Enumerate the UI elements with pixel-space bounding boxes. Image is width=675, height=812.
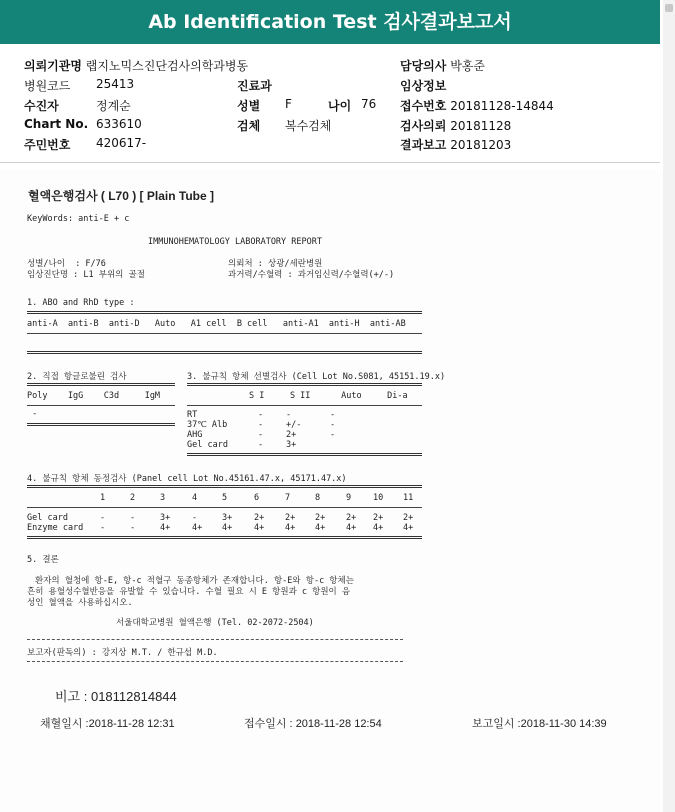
section3-cell: - bbox=[258, 420, 264, 430]
section3-cell: - bbox=[330, 410, 336, 420]
section2-title: 2. 직접 항글로불린 검사 bbox=[27, 372, 127, 382]
reporter-bottom-rule bbox=[27, 661, 403, 662]
diagnosis-line: 임상진단명 : L1 부위의 골절 bbox=[27, 270, 145, 280]
section4-cell: 2+ bbox=[315, 513, 326, 523]
section1-top-rule bbox=[27, 311, 422, 314]
receipt-datetime: 접수일시 : 2018-11-28 12:54 bbox=[244, 718, 382, 730]
reporter-line: 보고자(판독의) : 강지상 M.T. / 한규섭 M.D. bbox=[27, 648, 218, 658]
section3-cell: - bbox=[330, 420, 336, 430]
section3-mid-rule bbox=[187, 405, 422, 406]
sex-label: 성별 bbox=[237, 99, 261, 113]
section4-cell: - bbox=[130, 513, 136, 523]
section3-cell: - bbox=[258, 410, 264, 420]
section4-row-label: Gel card bbox=[27, 513, 68, 523]
section4-title: 4. 불규칙 항체 동정검사 (Panel cell Lot No.45161.47.x, 45171.47.x) bbox=[27, 474, 347, 484]
section3-cell: 3+ bbox=[286, 440, 297, 450]
section4-cell: 4+ bbox=[222, 523, 233, 533]
section4-cell: 3+ bbox=[222, 513, 233, 523]
age-label: 나이 bbox=[328, 99, 352, 113]
history-line: 과거력/수혈력 : 과거임신력/수혈력(+/-) bbox=[228, 270, 395, 280]
section1-mid-rule bbox=[27, 333, 422, 334]
section4-column-header: 11 bbox=[403, 493, 414, 503]
report-heading: 혈액은행검사 ( L70 ) [ Plain Tube ] bbox=[28, 189, 215, 203]
section2-bottom-rule bbox=[27, 423, 175, 426]
section4-column-header: 4 bbox=[192, 493, 198, 503]
section4-cell: 4+ bbox=[346, 523, 357, 533]
section1-bottom-rule bbox=[27, 351, 422, 354]
section4-row-label: Enzyme card bbox=[27, 523, 84, 533]
section3-cell: - bbox=[330, 430, 336, 440]
section3-row-label: 37℃ Alb bbox=[187, 420, 228, 430]
report-title: Ab Identification Test 검사결과보고서 bbox=[148, 11, 512, 33]
conclusion-line-2: 흔히 용혈성수혈반응을 유발할 수 있습니다. 수혈 필요 시 E 항원과 c 항원이 음 bbox=[27, 587, 351, 597]
section1-header: anti-A anti-B anti-D Auto A1 cell B cell anti-A1 anti-H anti-AB bbox=[27, 319, 406, 329]
section4-column-header: 6 bbox=[254, 493, 260, 503]
specimen-value: 복수검체 bbox=[285, 119, 332, 133]
section4-cell: 2+ bbox=[254, 513, 265, 523]
note-field: 비고 : 018112814844 bbox=[55, 689, 177, 704]
section4-column-header: 5 bbox=[222, 493, 228, 503]
resident-no-label: 주민번호 bbox=[24, 138, 71, 152]
conclusion-line-1: 환자의 혈청에 항-E, 항-c 적혈구 동종항체가 존재합니다. 항-E와 항-c 항체는 bbox=[35, 576, 354, 586]
requester-line: 의뢰처 : 상광/세란병원 bbox=[228, 259, 323, 269]
report-datetime: 보고일시 :2018-11-30 14:39 bbox=[472, 718, 607, 730]
lab-report-title: IMMUNOHEMATOLOGY LABORATORY REPORT bbox=[148, 237, 322, 247]
reporter-top-rule bbox=[27, 639, 403, 640]
section2-row: - bbox=[27, 409, 38, 419]
section4-cell: 4+ bbox=[254, 523, 265, 533]
chart-no-value: 633610 bbox=[96, 117, 142, 131]
section3-bottom-rule bbox=[187, 453, 422, 456]
section4-top-rule bbox=[27, 485, 422, 488]
vertical-scrollbar[interactable] bbox=[663, 0, 675, 812]
report-title-bar bbox=[0, 0, 660, 44]
doctor-field: 담당의사 박홍준 bbox=[400, 59, 485, 73]
resident-no-value: 420617- bbox=[96, 136, 147, 150]
conclusion-line-3: 성인 혈액을 사용하십시오. bbox=[27, 598, 133, 608]
section4-cell: - bbox=[100, 523, 106, 533]
request-date-field: 검사의뢰 20181128 bbox=[400, 119, 512, 133]
section2-header: Poly IgG C3d IgM bbox=[27, 391, 161, 401]
hospital-code-value: 25413 bbox=[96, 77, 135, 91]
section4-column-header: 2 bbox=[130, 493, 136, 503]
section4-cell: 2+ bbox=[346, 513, 357, 523]
hospital-code-label: 병원코드 bbox=[24, 79, 71, 93]
section3-row-label: Gel card bbox=[187, 440, 228, 450]
section4-column-header: 9 bbox=[346, 493, 352, 503]
section4-cell: - bbox=[100, 513, 106, 523]
section3-cell: - bbox=[258, 440, 264, 450]
section4-column-header: 7 bbox=[285, 493, 291, 503]
specimen-label: 검체 bbox=[237, 119, 261, 133]
section4-cell: 4+ bbox=[373, 523, 384, 533]
blood-bank-line: 서울대학교병원 혈액은행 (Tel. 02-2072-2504) bbox=[116, 618, 314, 628]
section5-title: 5. 결론 bbox=[27, 555, 59, 565]
section3-top-rule bbox=[187, 383, 422, 386]
section1-title: 1. ABO and RhD type : bbox=[27, 298, 135, 308]
header-divider bbox=[0, 162, 660, 163]
receipt-no-field: 접수번호 20181128-14844 bbox=[400, 99, 554, 113]
section3-row-label: RT bbox=[187, 410, 198, 420]
section3-cell: +/- bbox=[286, 420, 302, 430]
chart-no-label: Chart No. bbox=[24, 117, 89, 131]
clinical-info-label: 임상정보 bbox=[400, 79, 447, 93]
patient-label: 수진자 bbox=[24, 99, 59, 113]
section4-cell: 2+ bbox=[403, 513, 414, 523]
keywords-line: KeyWords: anti-E + c bbox=[27, 214, 130, 224]
section4-mid-rule bbox=[27, 507, 422, 508]
section4-cell: 4+ bbox=[285, 523, 296, 533]
section3-header: S I S II Auto Di-a bbox=[249, 391, 408, 401]
section4-cell: - bbox=[130, 523, 136, 533]
section4-column-header: 10 bbox=[373, 493, 384, 503]
section4-cell: 4+ bbox=[403, 523, 414, 533]
section3-cell: - bbox=[258, 430, 264, 440]
section4-bottom-rule bbox=[27, 536, 422, 539]
institution-field: 의뢰기관명 랩지노믹스진단검사의학과병동 bbox=[24, 59, 249, 73]
section4-column-header: 3 bbox=[160, 493, 166, 503]
section4-cell: 3+ bbox=[160, 513, 171, 523]
section3-title: 3. 불규칙 항체 선별검사 (Cell Lot No.S081, 45151.19.x) bbox=[187, 372, 446, 382]
section4-column-header: 8 bbox=[315, 493, 321, 503]
section4-cell: 4+ bbox=[192, 523, 203, 533]
section4-column-header: 1 bbox=[100, 493, 106, 503]
department-label: 진료과 bbox=[237, 79, 272, 93]
section3-row-label: AHG bbox=[187, 430, 203, 440]
sex-age-line: 성별/나이 : F/76 bbox=[27, 259, 106, 269]
section2-top-rule bbox=[27, 383, 175, 386]
section4-cell: 4+ bbox=[160, 523, 171, 533]
section4-cell: 2+ bbox=[373, 513, 384, 523]
section4-cell: 2+ bbox=[285, 513, 296, 523]
section4-cell: - bbox=[192, 513, 198, 523]
scrollbar-thumb[interactable] bbox=[665, 4, 673, 12]
section2-mid-rule bbox=[27, 405, 175, 406]
section3-cell: - bbox=[286, 410, 292, 420]
patient-value: 정계순 bbox=[96, 99, 131, 113]
sex-value: F bbox=[285, 97, 292, 111]
report-date-field: 결과보고 20181203 bbox=[400, 138, 512, 152]
section4-cell: 4+ bbox=[315, 523, 326, 533]
age-value: 76 bbox=[361, 97, 377, 111]
section3-cell: 2+ bbox=[286, 430, 297, 440]
collection-datetime: 채혈일시 :2018-11-28 12:31 bbox=[40, 718, 175, 730]
